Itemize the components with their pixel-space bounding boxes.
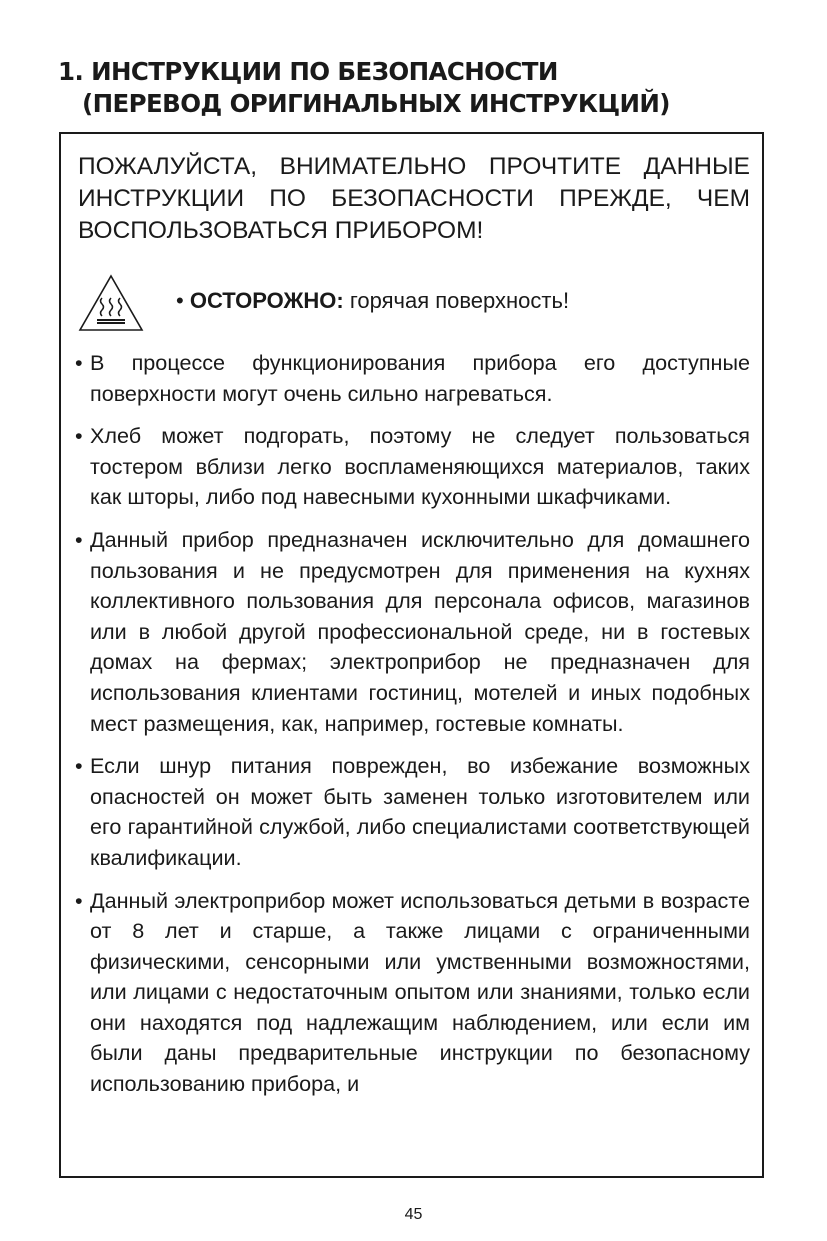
- intro-notice: ПОЖАЛУЙСТА, ВНИМАТЕЛЬНО ПРОЧТИТЕ ДАННЫЕ ИНСТРУКЦИИ ПО БЕЗОПАСНОСТИ ПРЕЖДЕ, ЧЕМ ВОСПОЛЬЗОВАТЬСЯ ПРИБОРОМ!: [78, 153, 750, 244]
- section-title-line2: (ПЕРЕВОД ОРИГИНАЛЬНЫХ ИНСТРУКЦИЙ): [82, 89, 670, 118]
- section-title: [58, 56, 798, 120]
- bullet-dot: •: [75, 423, 83, 449]
- bullet-dot: •: [75, 350, 83, 375]
- list-item-text: Данный электроприбор может использоваться детьми в возрасте от 8 лет и старше, а также лицами с ограниченными физическими, сенсорными или умственными возможностями, или лицами с недостаточным опытом или знаниями, только если они находятся под надлежащим наблюдением, или если им были даны предварительные инструкции по безопасному использованию прибора, и: [90, 887, 750, 1097]
- warning-bullet: •: [176, 288, 184, 313]
- list-item-text: Если шнур питания поврежден, во избежание возможных опасностей он может быть заменен только изготовителем или его гарантийной службой, либо специалистами соответствующей квалификации.: [90, 753, 750, 870]
- list-item: [75, 348, 750, 409]
- instruction-list: [75, 348, 750, 1112]
- bullet-dot: •: [75, 887, 83, 913]
- list-item-text: В процессе функционирования прибора его доступные поверхности могут очень сильно нагреваться.: [90, 350, 750, 406]
- list-item: [75, 751, 750, 873]
- warning-text: [176, 288, 569, 314]
- page-number: 45: [404, 1206, 423, 1223]
- warning-row: [78, 274, 750, 334]
- bullet-dot: •: [75, 526, 83, 552]
- hot-surface-warning-icon: [78, 274, 144, 332]
- warning-label: ОСТОРОЖНО:: [189, 288, 344, 313]
- warning-message: горячая поверхность!: [343, 288, 570, 313]
- list-item-text: Хлеб может подгорать, поэтому не следует пользоваться тостером вблизи легко воспламеняющихся материалов, таких как шторы, либо под навесными кухонными шкафчиками.: [90, 423, 750, 510]
- list-item-text: Данный прибор предназначен исключительно для домашнего пользования и не предусмотрен для применения на кухнях коллективного пользования для персонала офисов, магазинов или в любой другой профессиональной среде, ни в гостевых домах на фермах; электроприбор не предназначен для использования клиентами гостиниц, мотелей и иных подобных мест размещения, как, например, гостевые комнаты.: [90, 526, 750, 736]
- list-item: [75, 886, 750, 1100]
- bullet-dot: •: [75, 753, 83, 779]
- list-item: [75, 421, 750, 513]
- safety-instructions-box: [59, 132, 764, 1178]
- section-title-line1: 1. ИНСТРУКЦИИ ПО БЕЗОПАСНОСТИ: [58, 57, 558, 86]
- list-item: [75, 525, 750, 739]
